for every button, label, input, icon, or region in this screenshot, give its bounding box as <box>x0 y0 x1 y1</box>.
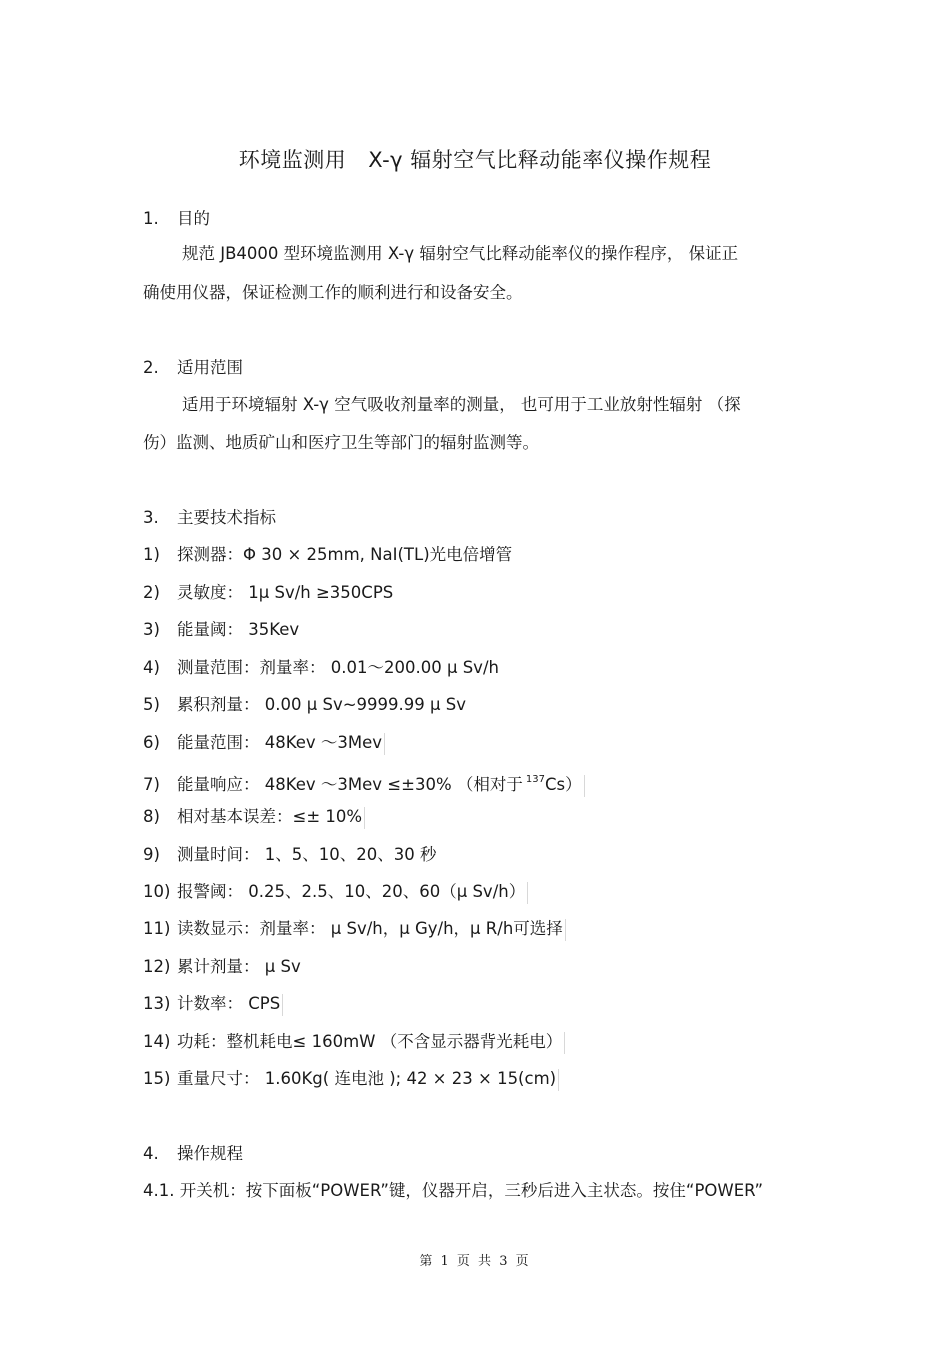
section-2-paragraph: 适用于环境辐射 X-γ 空气吸收剂量率的测量， 也可用于工业放射性辐射 （探 <box>182 395 741 414</box>
spec-item: 3) 能量阈： 35Kev <box>143 620 300 639</box>
section-2-paragraph-cont: 伤）监测、地质矿山和医疗卫生等部门的辐射监测等。 <box>143 433 539 452</box>
document-title <box>0 144 950 174</box>
title-part-1: 环境监测用 <box>238 148 347 172</box>
section-2-heading: 2. 适用范围 <box>143 358 243 377</box>
spec-item: 10) 报警阈： 0.25、2.5、10、20、60（μ Sv/h） <box>143 881 528 904</box>
spec-item: 11) 读数显示：剂量率： μ Sv/h，μ Gy/h，μ R/h可选择 <box>143 918 566 941</box>
section-3-heading: 3. 主要技术指标 <box>143 508 276 527</box>
title-part-2: X-γ 辐射空气比释动能率仪操作规程 <box>368 148 712 172</box>
spec-item: 6) 能量范围： 48Kev ～3Mev <box>143 732 385 755</box>
spec-item: 7) 能量响应： 48Kev ～3Mev ≤±30% （相对于 $^{137}$Cs） <box>143 769 585 797</box>
section-4-paragraph: 4.1. 开关机：按下面板“POWER”键，仪器开启，三秒后进入主状态。按住“POWER” <box>143 1181 764 1200</box>
spec-item: 12) 累计剂量： μ Sv <box>143 957 301 976</box>
section-4-heading: 4. 操作规程 <box>143 1144 243 1163</box>
spec-item: 15) 重量尺寸： 1.60Kg( 连电池 ); 42 × 23 × 15(cm) <box>143 1068 559 1091</box>
spec-item: 13) 计数率： CPS <box>143 993 283 1016</box>
section-1-heading: 1. 目的 <box>143 209 210 228</box>
spec-item: 5) 累积剂量： 0.00 μ Sv~9999.99 μ Sv <box>143 695 466 714</box>
spec-item: 14) 功耗：整机耗电≤ 160mW （不含显示器背光耗电） <box>143 1031 565 1054</box>
spec-item: 4) 测量范围：剂量率： 0.01～200.00 μ Sv/h <box>143 658 499 677</box>
spec-item: 1) 探测器：Φ 30 × 25mm, NaI(TL)光电倍增管 <box>143 545 513 564</box>
page-footer: 第 1 页 共 3 页 <box>419 1254 531 1269</box>
section-1-paragraph: 规范 JB4000 型环境监测用 X-γ 辐射空气比释动能率仪的操作程序， 保证正 <box>182 244 739 263</box>
spec-item: 9) 测量时间： 1、5、10、20、30 秒 <box>143 845 437 864</box>
superscript-137: 137 <box>525 774 545 785</box>
spec-item: 8) 相对基本误差：≤± 10% <box>143 806 365 829</box>
section-1-paragraph-cont: 确使用仪器，保证检测工作的顺利进行和设备安全。 <box>143 283 523 302</box>
spec-item: 2) 灵敏度： 1μ Sv/h ≥350CPS <box>143 583 394 602</box>
